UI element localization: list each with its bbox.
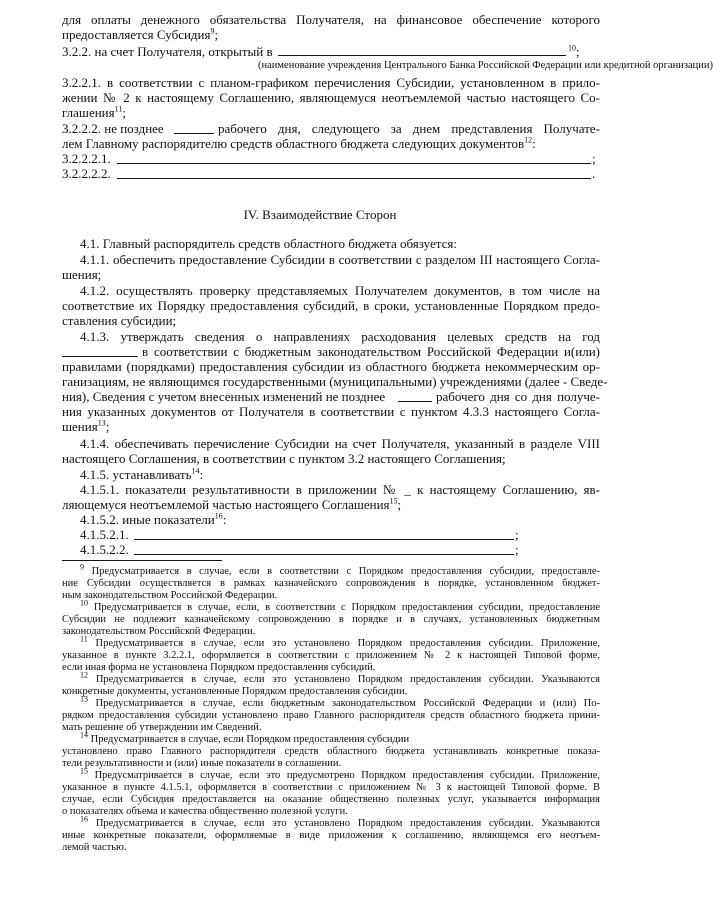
text-line: ганизациям, не являющимся государственными (муниципальными) учреждениями (далее - Сведе-: [62, 374, 608, 389]
blank-line: [174, 133, 214, 134]
blank-line: [62, 356, 138, 357]
text-line: ния указанных документов от Получателя в соответствии с пунктом 4.3.3 настоящего Согла-: [62, 404, 600, 419]
blank-line: [117, 178, 591, 179]
blank-line: [278, 55, 566, 56]
text-line: лем Главному распорядителю средств областного бюджета следующих документов$^{12}$:: [62, 135, 536, 151]
text-line: рабочего дня со дня получе-: [436, 389, 600, 404]
footnote-line: указанное в пункте 4.1.5.1, оформляется в соответствии с приложением № 3 к настоящей Типовой форме. В: [62, 782, 600, 793]
text-line: 4.1.5. устанавливать$^{14}$:: [80, 466, 204, 482]
footnote-line: ным законодательством Российской Федерации.: [62, 590, 278, 601]
text-line: предоставляется Субсидия$^9$;: [62, 26, 219, 42]
footnote-line: иные конкретные показатели, оформляемые в виде приложения к соглашению, являющемся его неотъем-: [62, 830, 600, 841]
footnote-separator: [62, 560, 222, 561]
text-line: для оплаты денежного обязательства Получателя, на финансовое обеспечение которого: [62, 12, 600, 27]
footnote-line: конкретные документы, установленные Порядком предоставления субсидии.: [62, 686, 408, 697]
footnote-10: $^{10}$ Предусматривается в случае, если, в соответствии с Порядком предоставления субсидии, предоставление: [80, 598, 600, 613]
field-caption: (наименование учреждения Центрального Банка Российской Федерации или кредитной организации): [258, 60, 713, 71]
footnote-line: лемой частью.: [62, 842, 127, 853]
footnote-line: о показателях объема и качества общественно полезной услуги.: [62, 806, 348, 817]
text-line: ляющемуся неотъемлемой частью настоящего Соглашения$^{15}$;: [62, 496, 402, 512]
text-line: 4.1.2. осуществлять проверку представляемых Получателем документов, в том числе на: [80, 283, 600, 298]
footnote-line: тели результативности и (или) иные показатели в соглашении.: [62, 758, 342, 769]
footnote-line: Субсидии не подлежит казначейскому сопровождению в порядке и в случаях, установленных бюджетным: [62, 614, 600, 625]
text-line: 3.2.2.2. не позднее: [62, 121, 164, 136]
text-line: ставления субсидии;: [62, 313, 177, 328]
text-line: жении № 2 к настоящему Соглашению, являющемуся неотъемлемой частью настоящего Со-: [62, 90, 600, 105]
footnote-line: рядком предоставления субсидии установлено право Главного распорядителя средств областного бюджета прини-: [62, 710, 600, 721]
text-line: 4.1.5.2. иные показатели$^{16}$:: [80, 511, 227, 527]
blank-line: [398, 401, 432, 402]
footnote-13: $^{13}$ Предусматривается в случае, если бюджетным законодательством Российской Федерации и (или) По-: [80, 694, 600, 709]
text-line: правилами (порядками) предоставления субсидии из областного бюджета некоммерческим ор-: [62, 359, 600, 374]
text-line: ния), Сведения с учетом внесенных изменений не позднее: [62, 389, 386, 404]
text-line: 4.1.3. утверждать сведения о направлениях расходования целевых средств на год: [80, 329, 600, 344]
footnote-line: установлено право Главного распорядителя средств областного бюджета устанавливать конкретные показа-: [62, 746, 600, 757]
footnote-14: $^{14}$ Предусматривается в случае, если Порядком предоставления субсидии: [80, 730, 410, 745]
blank-line: [117, 163, 591, 164]
text-line: настоящего Соглашения, в соответствии с пунктом 3.2 настоящего Соглашения;: [62, 451, 506, 466]
list-item-label: 3.2.2.2.1.: [62, 151, 111, 166]
footnote-ref: $^{10}$;: [568, 43, 580, 59]
text-line: 4.1.4. обеспечивать перечисление Субсидии на счет Получателя, указанный в разделе VIII: [80, 436, 600, 451]
footnote-line: законодательством Российской Федерации.: [62, 626, 256, 637]
list-item-label: 4.1.5.2.2.: [80, 542, 129, 557]
blank-line: [134, 539, 514, 540]
footnote-11: $^{11}$ Предусматривается в случае, если это установлено Порядком предоставления субсидии. Приложение,: [80, 634, 601, 649]
paragraph-3-2-2: 3.2.2. на счет Получателя, открытый в: [62, 44, 273, 59]
footnote-9: $^9$ Предусматривается в случае, если в соответствии с Порядком предоставления субсидии, предоставле-: [80, 562, 601, 577]
footnote-16: $^{16}$ Предусматривается в случае, если это установлено Порядком предоставления субсидии. Указываются: [80, 814, 600, 829]
footnote-line: указанное в пункте 3.2.2.1, оформляется в соответствии с приложением № 2 к настоящей Типовой форме,: [62, 650, 600, 661]
list-item-label: 3.2.2.2.2.: [62, 166, 111, 181]
blank-line: [134, 554, 514, 555]
text-line: рабочего дня, следующего за днем представления Получате-: [218, 121, 600, 136]
footnote-15: $^{15}$ Предусматривается в случае, если это предусмотрено Порядком предоставления субсидии. Приложение,: [80, 766, 600, 781]
text-line: глашения$^{11}$;: [62, 104, 126, 120]
punctuation: ;: [592, 151, 596, 166]
text-line: 4.1.5.1. показатели результативности в приложении № _ к настоящему Соглашению, яв-: [80, 482, 600, 497]
list-item-label: 4.1.5.2.1.: [80, 527, 129, 542]
text-line: соответствие их Порядку предоставления субсидий, в сроки, установленные Порядком предо-: [62, 298, 600, 313]
punctuation: ;: [515, 527, 519, 542]
text-line: 4.1.1. обеспечить предоставление Субсидии в соответствии с разделом III настоящего Согла-: [80, 252, 600, 267]
text-line: шения;: [62, 267, 102, 282]
text-line: 4.1. Главный распорядитель средств областного бюджета обязуется:: [80, 236, 457, 251]
text-line: 3.2.2.1. в соответствии с планом-графиком перечисления Субсидии, установленном в прило-: [62, 75, 600, 90]
footnote-line: если иная форма не установлена Порядком предоставления субсидий.: [62, 662, 376, 673]
text-line: шения$^{13}$;: [62, 418, 110, 434]
footnote-line: ние Субсидии осуществляется в рамках казначейского сопровождения в порядке, установленном бюджет-: [62, 578, 600, 589]
punctuation: .: [592, 166, 596, 181]
punctuation: ;: [515, 542, 519, 557]
footnote-line: случае, если Субсидия предоставляется на оказание общественно полезных услуг, указывается информация: [62, 794, 600, 805]
footnote-12: $^{12}$ Предусматривается в случае, если это установлено Порядком предоставления субсидии. Указываются: [80, 670, 600, 685]
section-heading: IV. Взаимодействие Сторон: [243, 207, 397, 222]
text-line: в соответствии с бюджетным законодательством Российской Федерации и(или): [142, 344, 600, 359]
footnote-line: мать решение об утверждении им Сведений.: [62, 722, 262, 733]
